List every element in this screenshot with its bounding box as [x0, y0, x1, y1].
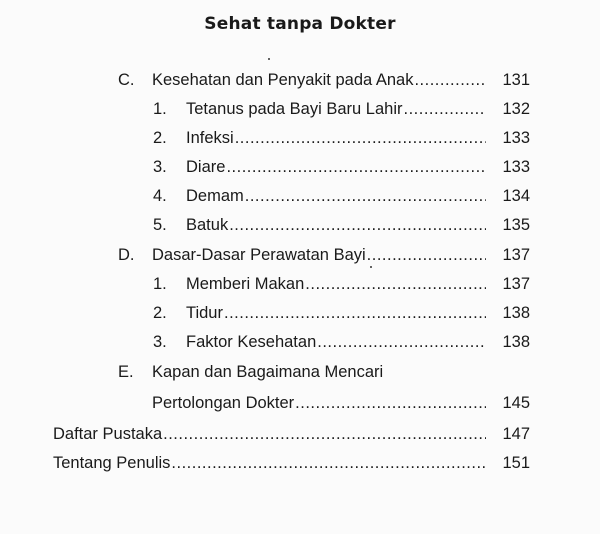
toc-leader [163, 422, 486, 446]
toc-entry-c3 [153, 155, 530, 179]
toc-label: Tidur [186, 304, 223, 322]
toc-leader [224, 301, 486, 325]
running-header-title: Sehat tanpa Dokter [204, 14, 396, 34]
toc-entry-d2 [153, 301, 530, 325]
toc-entry-daftar-pustaka [53, 422, 530, 446]
toc-entry-c2 [153, 126, 530, 150]
toc-entry-e-continued [152, 391, 530, 415]
toc-leader [305, 272, 486, 296]
toc-leader [403, 97, 486, 121]
toc-leader [171, 451, 486, 475]
toc-label: Tetanus pada Bayi Baru Lahir [186, 100, 403, 118]
toc-entry-d3 [153, 330, 530, 354]
toc-label: Infeksi [186, 129, 234, 147]
toc-entry-c5 [153, 213, 530, 237]
toc-page-number: 137 [502, 275, 530, 293]
toc-entry-d [118, 243, 530, 267]
ink-speck [370, 266, 372, 268]
toc-page-number: 133 [502, 129, 530, 147]
toc-leader [414, 68, 486, 92]
toc-label: Tentang Penulis [53, 454, 171, 472]
toc-label: Memberi Makan [186, 275, 305, 293]
toc-label: Daftar Pustaka [53, 425, 163, 443]
toc-page-number: 133 [502, 158, 530, 176]
toc-label: Demam [186, 187, 244, 205]
toc-label: Faktor Kesehatan [186, 333, 317, 351]
toc-marker: 2. [153, 304, 167, 322]
toc-marker: D. [118, 246, 135, 264]
toc-marker: 1. [153, 100, 167, 118]
toc-page-number: 131 [502, 71, 530, 89]
toc-label: Dasar-Dasar Perawatan Bayi [152, 246, 366, 264]
toc-marker: 3. [153, 158, 167, 176]
toc-label: Batuk [186, 216, 229, 234]
toc-marker: 3. [153, 333, 167, 351]
toc-leader [317, 330, 486, 354]
toc-entry-e [118, 360, 530, 384]
toc-label-line2: Pertolongan Dokter [152, 394, 295, 412]
toc-page-number: 137 [502, 246, 530, 264]
toc-entry-c1 [153, 97, 530, 121]
toc-marker: 4. [153, 187, 167, 205]
toc-page-number: 134 [502, 187, 530, 205]
toc-marker: 1. [153, 275, 167, 293]
toc-page-number: 135 [502, 216, 530, 234]
toc-leader [367, 243, 486, 267]
toc-entry-tentang-penulis [53, 451, 530, 475]
toc-leader [235, 126, 486, 150]
toc-page-number: 147 [502, 425, 530, 443]
toc-label: Kesehatan dan Penyakit pada Anak [152, 71, 414, 89]
toc-marker: 2. [153, 129, 167, 147]
toc-page-number: 145 [502, 394, 530, 412]
toc-label-line1: Kapan dan Bagaimana Mencari [152, 363, 384, 381]
toc-leader [226, 155, 486, 179]
toc-entry-d1 [153, 272, 530, 296]
toc-label: Diare [186, 158, 226, 176]
toc-marker: E. [118, 363, 134, 381]
toc-entry-c4 [153, 184, 530, 208]
toc-entry-c [118, 68, 530, 92]
toc-page-number: 138 [502, 333, 530, 351]
toc-leader [229, 213, 486, 237]
toc-page-number: 138 [502, 304, 530, 322]
toc-marker: 5. [153, 216, 167, 234]
toc-marker: C. [118, 71, 135, 89]
toc-page-number: 151 [502, 454, 530, 472]
toc-leader [295, 391, 486, 415]
toc-page-number: 132 [502, 100, 530, 118]
toc-leader [245, 184, 486, 208]
